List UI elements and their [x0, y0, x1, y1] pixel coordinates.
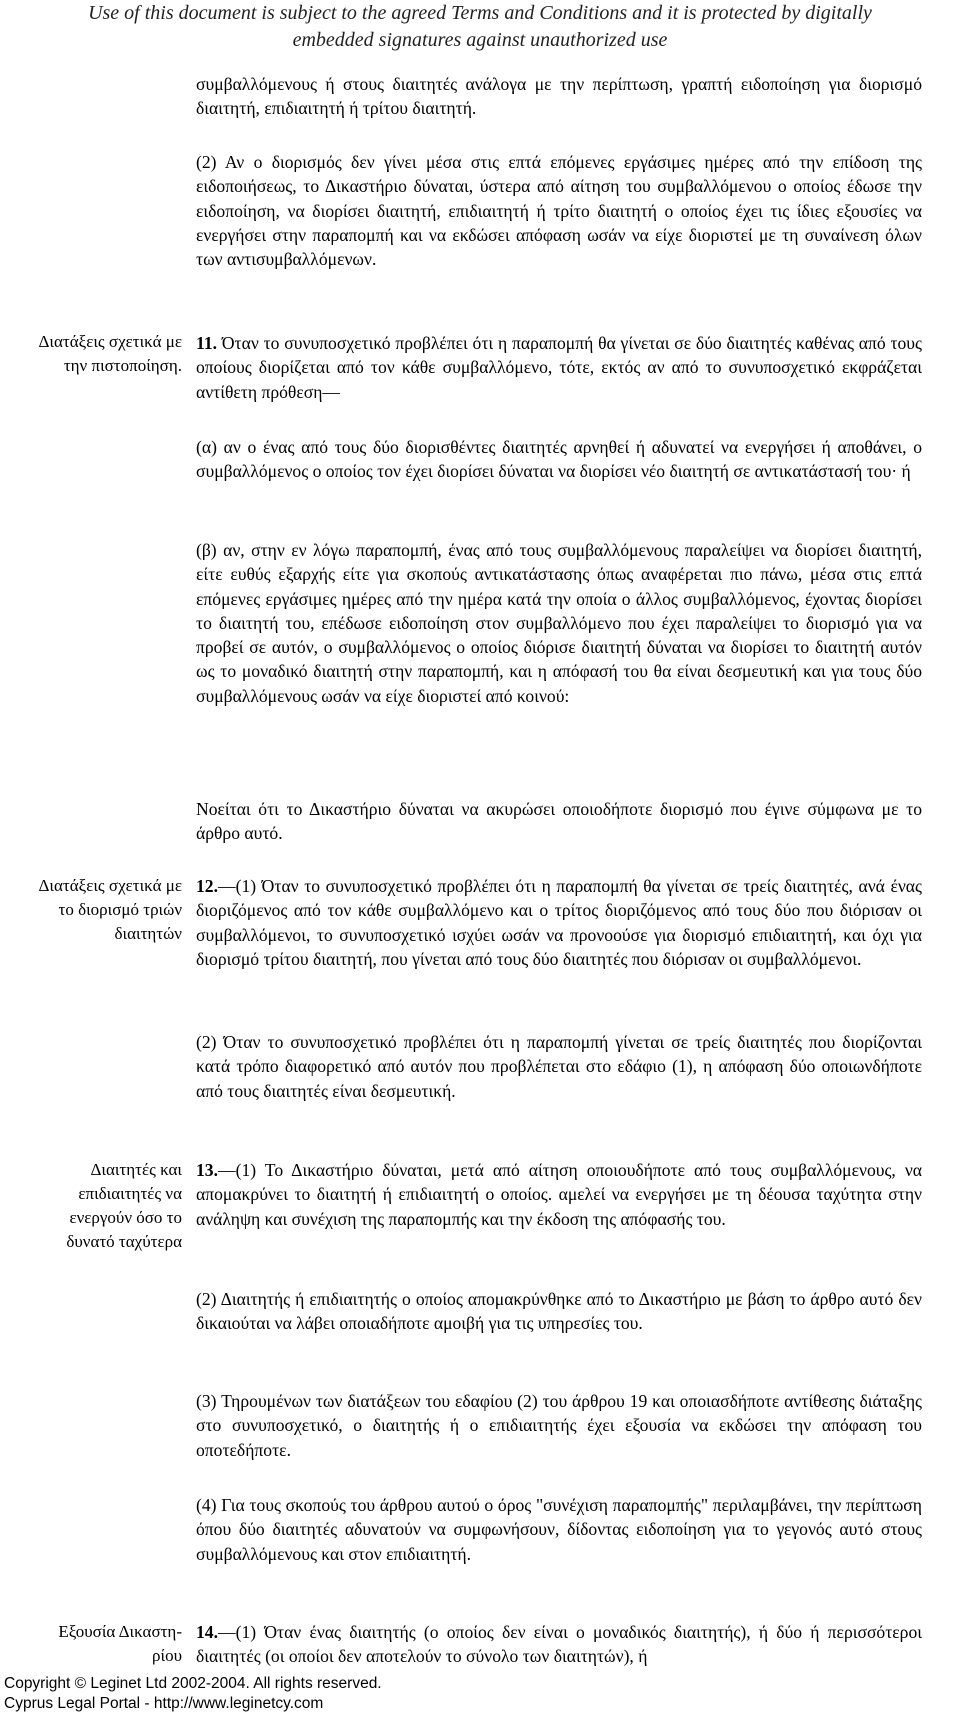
- section-number: 12.: [196, 876, 218, 896]
- footer-portal: Cyprus Legal Portal - http://www.leginetcy.com: [4, 1695, 324, 1712]
- section-number: 14.: [196, 1622, 218, 1642]
- header-line-2: embedded signatures against unauthorized use: [292, 29, 668, 51]
- section-11-text: Όταν το συνυποσχετικό προβλέπει ότι η παραπομπή θα γίνεται σε δύο διαιτητές καθένας από τους οποίους διορίζεται από τον κάθε συμβαλλόμενο, τότε, εκτός αν από το συνυποσχετικό εκφράζεται αντίθετη πρόθεση—: [196, 333, 922, 402]
- section-12-text: —(1) Όταν το συνυποσχετικό προβλέπει ότι η παραπομπή θα γίνεται σε τρείς διαιτητές, ανά ένας διοριζόμενος από τον κάθε συμβαλλόμενο και ο τρίτος διοριζόμενος από τους δύο που διόρισαν οι συμβαλλόμενοι, το συνυποσχετικό ισχύει ωσάν να προνοούσε για διορισμό επιδιαιτητή, και όχι για διορισμό τρίτου διαιτητή, που γίνεται από τους δύο διαιτητές που διόρισαν οι συμβαλλόμενοι.: [196, 876, 922, 969]
- section-11-b: (β) αν, στην εν λόγω παραπομπή, ένας από τους συμβαλλόμενους παραλείψει να διορίσει διαιτητή, είτε ευθύς εξαρχής είτε για σκοπούς αντικατάστασης όπως αναφέρεται πιο πάνω, μέσα στις επτά επόμενες εργάσιμες ημέρες από την ημέρα κατά την οποία ο άλλος συμβαλλόμενος, έχοντας διορίσει το διαιτητή του, επέδωσε ειδοποίηση στον συμβαλλόμενο που έχει παραλείψει το διορισμό για να προβεί σε αυτόν, ο συμβαλλόμενος ο οποίος διόρισε διαιτητή δύναται να διορίσει το διαιτητή αυτόν ως το μοναδικό διαιτητή στην παραπομπή, και η απόφασή του θα είναι δεσμευτική και για τους δύο συμβαλλόμενους ωσάν να είχε διοριστεί από κοινού:: [196, 540, 922, 706]
- section-12-1: [196, 874, 922, 971]
- margin-note-court-power: Εξουσία Δικαστη-ρίου: [58, 1622, 182, 1665]
- section-13-2: (2) Διαιτητής ή επιδιαιτητής ο οποίος απομακρύνθηκε από το Δικαστήριο με βάση το άρθρο αυτό δεν δικαιούται να λάβει οποιαδήποτε αμοιβή για τις υπηρεσίες του.: [196, 1289, 922, 1334]
- section-number: 13.: [196, 1160, 218, 1180]
- margin-note-speed: Διαιτητές και επιδιαιτητές να ενεργούν όσο το δυνατό ταχύτερα: [66, 1160, 182, 1251]
- section-13-1: [196, 1158, 922, 1231]
- page-footer: [4, 1674, 382, 1714]
- margin-note-three-arbitrators: Διατάξεις σχετικά με το διορισμό τριών διαιτητών: [38, 876, 182, 943]
- paragraph-continuation: συμβαλλόμενους ή στους διαιτητές ανάλογα με την περίπτωση, γραπτή ειδοποίηση για διορισμό διαιτητή, επιδιαιτητή ή τρίτου διαιτητή.: [196, 74, 922, 119]
- section-13-4: (4) Για τους σκοπούς του άρθρου αυτού ο όρος "συνέχιση παραπομπής" περιλαμβάνει, την περίπτωση όπου δύο διαιτητές αδυνατούν να συμφωνήσουν, δίδοντας ειδοποίηση για το γεγονός αυτό στους συμβαλλόμενους και στον επιδιαιτητή.: [196, 1495, 922, 1564]
- section-11: [196, 331, 922, 404]
- section-11-proviso: Νοείται ότι το Δικαστήριο δύναται να ακυρώσει οποιοδήποτε διορισμό που έγινε σύμφωνα με το άρθρο αυτό.: [196, 799, 922, 844]
- section-14-text: —(1) Όταν ένας διαιτητής (ο οποίος δεν είναι ο μοναδικός διαιτητής), ή δύο ή περισσότεροι διαιτητές (οι οποίοι δεν αποτελούν το σύνολο των διαιτητών), ή: [196, 1622, 922, 1667]
- section-11-a: (α) αν ο ένας από τους δύο διορισθέντες διαιτητές αρνηθεί ή αδυνατεί να ενεργήσει ή αποθάνει, ο συμβαλλόμενος ο οποίος τον έχει διορίσει δύναται να διορίσει νέο διαιτητή σε αντικατάστασή του· ή: [196, 437, 922, 482]
- section-13-3: (3) Τηρουμένων των διατάξεων του εδαφίου (2) του άρθρου 19 και οποιασδήποτε αντίθεσης διάταξης στο συνυποσχετικό, ο διαιτητής ή ο επιδιαιτητής έχει εξουσία να εκδώσει την απόφαση του οποτεδήποτε.: [196, 1391, 922, 1460]
- section-13-text: —(1) Το Δικαστήριο δύναται, μετά από αίτηση οποιουδήποτε από τους συμβαλλόμενους, να απομακρύνει το διαιτητή ή επιδιαιτητή ο οποίος. αμελεί να ενεργήσει με τη δέουσα ταχύτητα στην ανάληψη και συνέχιση της παραπομπής και την έκδοση της απόφασής του.: [196, 1160, 922, 1229]
- margin-note-certification: Διατάξεις σχετικά με την πιστοποίηση.: [38, 332, 182, 375]
- copyright-notice-header: [0, 0, 960, 54]
- header-line-1: Use of this document is subject to the agreed Terms and Conditions and it is protected by digitally: [88, 2, 872, 24]
- section-14-1: [196, 1620, 922, 1669]
- paragraph-10-2: (2) Αν ο διορισμός δεν γίνει μέσα στις επτά επόμενες εργάσιμες ημέρες από την επίδοση της ειδοποιήσεως, το Δικαστήριο δύναται, ύστερα από αίτηση του συμβαλλόμενου ο οποίος έδωσε την ειδοποίηση, να διορίσει διαιτητή, επιδιαιτητή ή τρίτο διαιτητή ο οποίος έχει τις ίδιες εξουσίες να ενεργήσει στην παραπομπή και να εκδώσει απόφαση ωσάν να είχε διοριστεί με τη συναίνεση όλων των αντισυμβαλλόμενων.: [196, 152, 922, 270]
- section-12-2: (2) Όταν το συνυποσχετικό προβλέπει ότι η παραπομπή γίνεται σε τρείς διαιτητές που διορίζονται κατά τρόπο διαφορετικό από αυτόν που προβλέπεται στο εδάφιο (1), η απόφαση δύο οποιωνδήποτε από τους διαιτητές είναι δεσμευτική.: [196, 1032, 922, 1101]
- section-number: 11.: [196, 333, 218, 353]
- footer-copyright: Copyright © Leginet Ltd 2002-2004. All rights reserved.: [4, 1675, 382, 1692]
